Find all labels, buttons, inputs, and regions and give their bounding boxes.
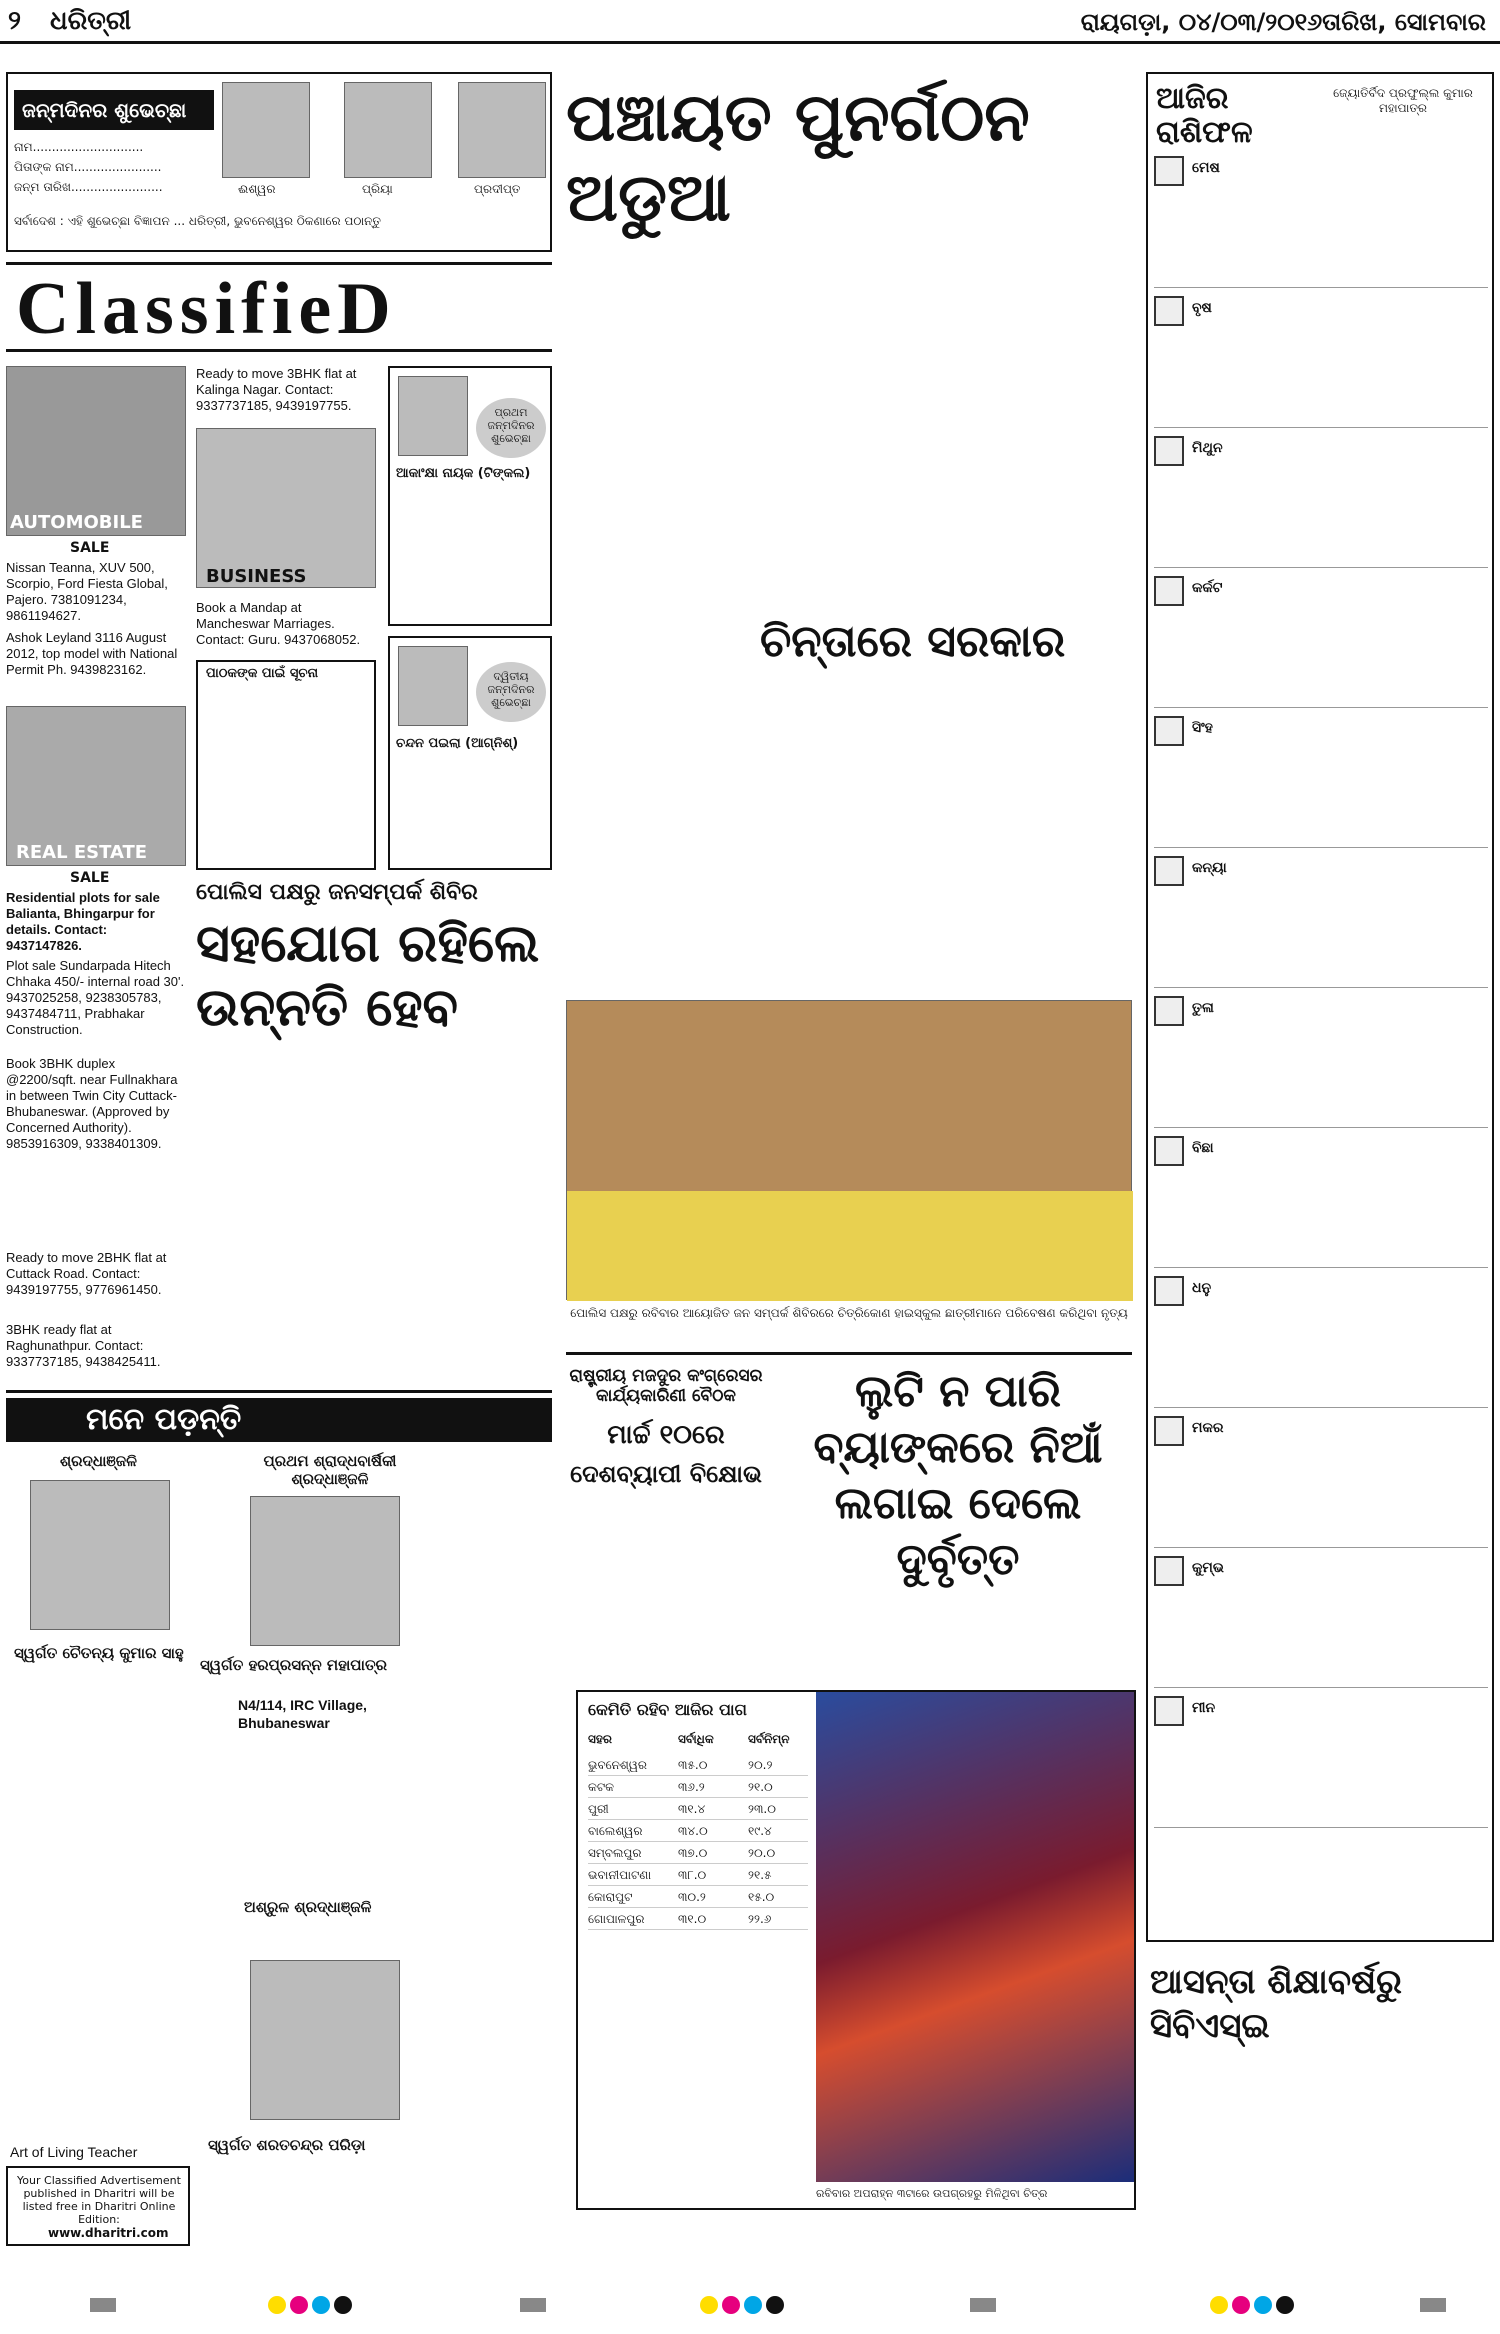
zodiac-item	[1154, 1134, 1488, 1268]
zodiac-sign-name: ସିଂହ	[1192, 720, 1213, 736]
weather-min: ୨୧.୦	[748, 1780, 773, 1794]
business-image	[196, 428, 376, 588]
zodiac-text	[1154, 1310, 1488, 1406]
zodiac-sign-name: ମେଷ	[1192, 160, 1220, 176]
cbse-headline: ଆସନ୍ତା ଶିକ୍ଷାବର୍ଷରୁ ସିବିଏସ୍‌ଇ	[1150, 1962, 1402, 2046]
footer-marks	[0, 2284, 1500, 2334]
memorial-photo	[250, 1496, 400, 1646]
zodiac-item	[1154, 434, 1488, 568]
reg-black	[766, 2296, 784, 2314]
zodiac-icon	[1154, 996, 1184, 1026]
weather-row	[588, 1754, 808, 1776]
zodiac-icon	[1154, 156, 1184, 186]
weather-city: ଭୁବନେଶ୍ୱର	[588, 1758, 647, 1772]
zodiac-text	[1154, 1590, 1488, 1686]
weather-row	[588, 1820, 808, 1842]
zodiac-icon	[1154, 716, 1184, 746]
weather-row	[588, 1776, 808, 1798]
weather-max: ୩୬.୨	[678, 1780, 705, 1794]
weather-max: ୩୫.୦	[678, 1758, 708, 1772]
reg-black	[1276, 2296, 1294, 2314]
dance-photo	[566, 1000, 1132, 1300]
online-note	[6, 2166, 190, 2246]
police-body	[196, 1060, 552, 1390]
kid-photo	[344, 82, 432, 178]
classified-ad: Nissan Teanna, XUV 500, Scorpio, Ford Fiesta Global, Pajero. 7381091234, 9861194627.	[6, 560, 168, 623]
sale-label: SALE	[70, 870, 110, 886]
kid-name: ପ୍ରିୟା	[362, 182, 393, 196]
zodiac-sign-name: ଧନୁ	[1192, 1280, 1212, 1296]
weather-min: ୧୯.୪	[748, 1824, 772, 1838]
weather-row	[588, 1886, 808, 1908]
weather-city: ଭବାନୀପାଟଣା	[588, 1868, 652, 1882]
bank-headline: ଲୁଟି ନ ପାରି ବ୍ୟାଙ୍କରେ ନିଆଁ ଲଗାଇ ଦେଲେ ଦୁର୍ବୃତ୍ତ	[813, 1366, 1103, 1585]
zodiac-item	[1154, 294, 1488, 428]
masthead	[0, 0, 1500, 44]
weather-city: ପୁରୀ	[588, 1802, 609, 1816]
reg-yellow	[700, 2296, 718, 2314]
zodiac-text	[1154, 1730, 1488, 1826]
map-caption: ରବିବାର ଅପରାହ୍ନ ୩ଟାରେ ଉପଗ୍ରହରୁ ମିଳିଥିବା ଚିତ୍ର	[816, 2187, 1048, 2200]
memorial-name: ସ୍ୱର୍ଗତ ହରପ୍ରସନ୍ନ ମହାପାତ୍ର	[200, 1656, 388, 1674]
classified-ad: Residential plots for sale Balianta, Bhingarpur for details. Contact: 9437147826.	[6, 890, 160, 953]
zodiac-sign-name: କୁମ୍ଭ	[1192, 1560, 1224, 1576]
weather-col-max: ସର୍ବାଧିକ	[678, 1732, 714, 1746]
horoscope-box	[1146, 72, 1494, 1942]
police-headline: ସହଯୋଗ ରହିଲେ ଉନ୍ନତି ହେବ	[196, 914, 540, 1038]
gray-bar	[520, 2298, 546, 2312]
zodiac-list	[1148, 154, 1492, 1834]
real-estate-label: REAL ESTATE	[16, 842, 148, 863]
reg-yellow	[1210, 2296, 1228, 2314]
weather-max: ୩୮.୦	[678, 1868, 707, 1882]
gray-bar	[1420, 2298, 1446, 2312]
form-line: ଜନ୍ମ ତାରିଖ........................	[14, 180, 163, 194]
kid-photo	[458, 82, 546, 178]
tribute-label: ଶ୍ରଦ୍ଧାଞ୍ଜଳି	[60, 1452, 137, 1470]
art-of-living: Art of Living Teacher	[10, 2144, 138, 2160]
reg-magenta	[1232, 2296, 1250, 2314]
reg-cyan	[1254, 2296, 1272, 2314]
divider	[566, 1352, 1132, 1355]
zodiac-icon	[1154, 436, 1184, 466]
reg-magenta	[722, 2296, 740, 2314]
classified-ad: Ready to move 3BHK flat at Kalinga Nagar. Contact: 9337737185, 9439197755.	[196, 366, 357, 413]
classified-ad: Plot sale Sundarpada Hitech Chhaka 450/- internal road 30'. 9437025258, 9238305783, 9437484711, Prabhakar Construction.	[6, 958, 185, 1037]
birthday-note: ସର୍ବାଦେଶ : ଏହି ଶୁଭେଚ୍ଛା ବିଜ୍ଞାପନ ... ଧରିତ୍ରୀ, ଭୁବନେଶ୍ୱର ଠିକଣାରେ ପଠାନ୍ତୁ	[14, 214, 381, 228]
zodiac-item	[1154, 1274, 1488, 1408]
zodiac-sign-name: ମିଥୁନ	[1192, 440, 1223, 456]
zodiac-icon	[1154, 1136, 1184, 1166]
weather-city: କଟକ	[588, 1780, 615, 1794]
horoscope-title: ଆଜିର ରାଶିଫଳ	[1156, 81, 1253, 150]
weather-row	[588, 1864, 808, 1886]
weather-row	[588, 1842, 808, 1864]
classified-ad: Book 3BHK duplex @2200/sqft. near Fullnakhara in between Twin City Cuttack-Bhubaneswar. (Approved by Concerned Authority). 9853916309, 9338401309.	[6, 1056, 178, 1151]
weather-city: ଗୋପାଳପୁର	[588, 1912, 645, 1926]
form-line: ନାମ.............................	[14, 140, 144, 154]
reg-magenta	[290, 2296, 308, 2314]
classified-ad: 3BHK ready flat at Raghunathpur. Contact: 9337737185, 9438425411.	[6, 1322, 161, 1369]
weather-col-city: ସହର	[588, 1732, 612, 1746]
bank-body	[780, 1480, 1136, 1670]
reader-note-title: ପାଠକଙ୍କ ପାଇଁ ସୂଚନା	[206, 666, 319, 681]
weather-city: କୋରାପୁଟ	[588, 1890, 633, 1904]
zodiac-item	[1154, 1554, 1488, 1688]
zodiac-sign-name: ମକର	[1192, 1420, 1224, 1436]
zodiac-sign-name: ବିଛା	[1192, 1140, 1214, 1156]
reg-cyan	[744, 2296, 762, 2314]
business-label: BUSINESS	[206, 566, 307, 587]
memorial-title: ମନେ ପଡ଼ନ୍ତି	[6, 1398, 552, 1442]
weather-min: ୨୦.୨	[748, 1758, 773, 1772]
zodiac-item	[1154, 994, 1488, 1128]
weather-min: ୧୫.୦	[748, 1890, 775, 1904]
baby-ad	[388, 366, 552, 626]
memorial-name: ସ୍ୱର୍ଗତ ଶରତଚନ୍ଦ୍ର ପରିଡ଼ା	[208, 2136, 366, 2154]
dateline: ରାୟଗଡ଼ା, ୦୪/୦୩/୨୦୧୬ତାରିଖ, ସୋମବାର	[1080, 8, 1486, 36]
zodiac-item	[1154, 574, 1488, 708]
classified-ad: Book a Mandap at Mancheswar Marriages. Contact: Guru. 9437068052.	[196, 600, 361, 647]
weather-max: ୩୦.୨	[678, 1890, 706, 1904]
classified-logo: ClassifieD	[16, 268, 397, 350]
zodiac-text	[1154, 1450, 1488, 1546]
main-body	[566, 172, 1132, 612]
baby-name: ଆକାଂକ୍ଷା ନାୟକ (ଟିଙ୍କଲ)	[396, 466, 531, 481]
zodiac-item	[1154, 714, 1488, 848]
gray-bar	[970, 2298, 996, 2312]
baby-photo	[398, 646, 468, 726]
classified-ad: Ashok Leyland 3116 August 2012, top model with National Permit Ph. 9439823162.	[6, 630, 178, 677]
main-headline: ପଞ୍ଚାୟତ ପୁନର୍ଗଠନ ଅଡୁଆ	[566, 79, 1030, 236]
weather-row	[588, 1798, 808, 1820]
zodiac-sign-name: ବୃଷ	[1192, 300, 1212, 316]
zodiac-sign-name: ମୀନ	[1192, 1700, 1216, 1716]
zodiac-text	[1154, 750, 1488, 846]
weather-city: ବାଲେଶ୍ୱର	[588, 1824, 643, 1838]
memorial-address: N4/114, IRC Village, Bhubaneswar	[238, 1697, 367, 1731]
baby-name: ଚନ୍ଦନ ପଇଲା (ଆଗ୍ନିଶ୍)	[396, 736, 519, 751]
gray-bar	[90, 2298, 116, 2312]
reg-black	[334, 2296, 352, 2314]
zodiac-item	[1154, 1414, 1488, 1548]
weather-max: ୩୧.୦	[678, 1912, 707, 1926]
birthday-title: ଜନ୍ମଦିନର ଶୁଭେଚ୍ଛା	[14, 90, 214, 130]
weather-table	[588, 1754, 808, 1930]
zodiac-text	[1154, 330, 1488, 426]
weather-city: ସମ୍ବଲପୁର	[588, 1846, 642, 1860]
main-body-2	[566, 690, 1132, 990]
weather-max: ୩୪.୦	[678, 1824, 708, 1838]
baby-photo	[398, 376, 468, 456]
kid-name: ପ୍ରଦୀପ୍ତ	[474, 182, 521, 196]
zodiac-text	[1154, 190, 1488, 286]
photo-caption: ପୋଲିସ ପକ୍ଷରୁ ରବିବାର ଆୟୋଜିତ ଜନ ସମ୍ପର୍କ ଶିବିରରେ ଚିତ୍ରିକୋଣ ହାଇସ୍କୁଲ ଛାତ୍ରୀମାନେ ପରିବେଷଣ କରିଥିବା ନୃତ୍ୟ	[570, 1306, 1128, 1320]
memorial-photo	[30, 1480, 170, 1630]
baby-badge: ପ୍ରଥମ ଜନ୍ମଦିନର ଶୁଭେଚ୍ଛା	[476, 398, 546, 458]
cbse-body	[1150, 2020, 1494, 2246]
congress-headline: ରାଷ୍ଟ୍ରୀୟ ମଜଦୁର କଂଗ୍ରେସର କାର୍ଯ୍ୟକାରିଣୀ ବୈଠକ	[569, 1366, 763, 1406]
weather-box	[576, 1690, 1136, 2210]
memorial-photo	[250, 1960, 400, 2120]
kid-name: ଈଶ୍ୱର	[238, 182, 276, 196]
weather-col-min: ସର୍ବନିମ୍ନ	[748, 1732, 790, 1746]
weather-title: କେମିତି ରହିବ ଆଜିର ପାଗ	[588, 1700, 747, 1719]
zodiac-text	[1154, 470, 1488, 566]
zodiac-sign-name: କର୍କଟ	[1192, 580, 1223, 596]
automobile-label: AUTOMOBILE	[10, 512, 143, 533]
online-note-text: Your Classified Advertisement published in Dharitri will be listed free in Dharitri Online Edition:	[17, 2174, 181, 2226]
first-anniversary-label: ପ୍ରଥମ ଶ୍ରାଦ୍ଧବାର୍ଷିକୀ ଶ୍ରଦ୍ଧାଞ୍ଜଳି	[263, 1452, 397, 1488]
zodiac-icon	[1154, 1556, 1184, 1586]
page-number: ୨	[8, 6, 21, 36]
zodiac-icon	[1154, 1276, 1184, 1306]
divider	[6, 1390, 552, 1393]
congress-sub: ଦେଶବ୍ୟାପୀ ବିକ୍ଷୋଭ	[570, 1460, 762, 1488]
kid-photo	[222, 82, 310, 178]
zodiac-item	[1154, 1694, 1488, 1828]
classified-banner	[6, 262, 552, 352]
tribute-label: ଅଶ୍ରୁଳ ଶ୍ରଦ୍ଧାଞ୍ଜଳି	[244, 1898, 372, 1916]
sub-headline: ଚିନ୍ତାରେ ସରକାର	[760, 616, 1066, 667]
zodiac-icon	[1154, 296, 1184, 326]
zodiac-icon	[1154, 856, 1184, 886]
baby-badge: ଦ୍ୱିତୀୟ ଜନ୍ମଦିନର ଶୁଭେଚ୍ଛା	[476, 662, 546, 722]
police-kicker: ପୋଲିସ ପକ୍ଷରୁ ଜନସମ୍ପର୍କ ଶିବିର	[196, 880, 478, 905]
zodiac-icon	[1154, 1416, 1184, 1446]
zodiac-icon	[1154, 576, 1184, 606]
reader-note	[196, 660, 376, 870]
paper-name: ଧରିତ୍ରୀ	[50, 6, 132, 36]
zodiac-item	[1154, 154, 1488, 288]
zodiac-text	[1154, 1170, 1488, 1266]
zodiac-text	[1154, 610, 1488, 706]
zodiac-sign-name: ତୁଳା	[1192, 1000, 1214, 1016]
zodiac-item	[1154, 854, 1488, 988]
zodiac-text	[1154, 1030, 1488, 1126]
astrologer: ଜ୍ୟୋତିର୍ବିଦ ପ୍ରଫୁଲ୍ଲ କୁମାର ମହାପାତ୍ର	[1333, 86, 1473, 115]
memorial-name: ସ୍ୱର୍ଗତ ଚୈତନ୍ୟ କୁମାର ସାହୁ	[14, 1644, 184, 1662]
weather-min: ୨୩.୦	[748, 1802, 776, 1816]
baby-ad	[388, 636, 552, 870]
classified-ad: Ready to move 2BHK flat at Cuttack Road. Contact: 9439197755, 9776961450.	[6, 1250, 167, 1297]
weather-min: ୨୦.୦	[748, 1846, 776, 1860]
weather-min: ୨୨.୬	[748, 1912, 772, 1926]
birthday-box	[6, 72, 552, 252]
sale-label: SALE	[70, 540, 110, 556]
zodiac-text	[1154, 890, 1488, 986]
weather-max: ୩୭.୦	[678, 1846, 708, 1860]
memorial-text	[6, 1680, 190, 2130]
website-link[interactable]: www.dharitri.com	[48, 2226, 169, 2240]
form-line: ପିତାଙ୍କ ନାମ.......................	[14, 160, 162, 174]
stage-floor	[567, 1191, 1133, 1301]
satellite-map	[816, 1692, 1134, 2182]
congress-date: ମାର୍ଚ୍ଚ ୧୦ରେ	[607, 1420, 725, 1450]
zodiac-icon	[1154, 1696, 1184, 1726]
reg-yellow	[268, 2296, 286, 2314]
automobile-image	[6, 366, 186, 536]
reg-cyan	[312, 2296, 330, 2314]
zodiac-sign-name: କନ୍ୟା	[1192, 860, 1227, 876]
weather-row	[588, 1908, 808, 1930]
weather-min: ୨୧.୫	[748, 1868, 772, 1882]
weather-max: ୩୧.୪	[678, 1802, 706, 1816]
